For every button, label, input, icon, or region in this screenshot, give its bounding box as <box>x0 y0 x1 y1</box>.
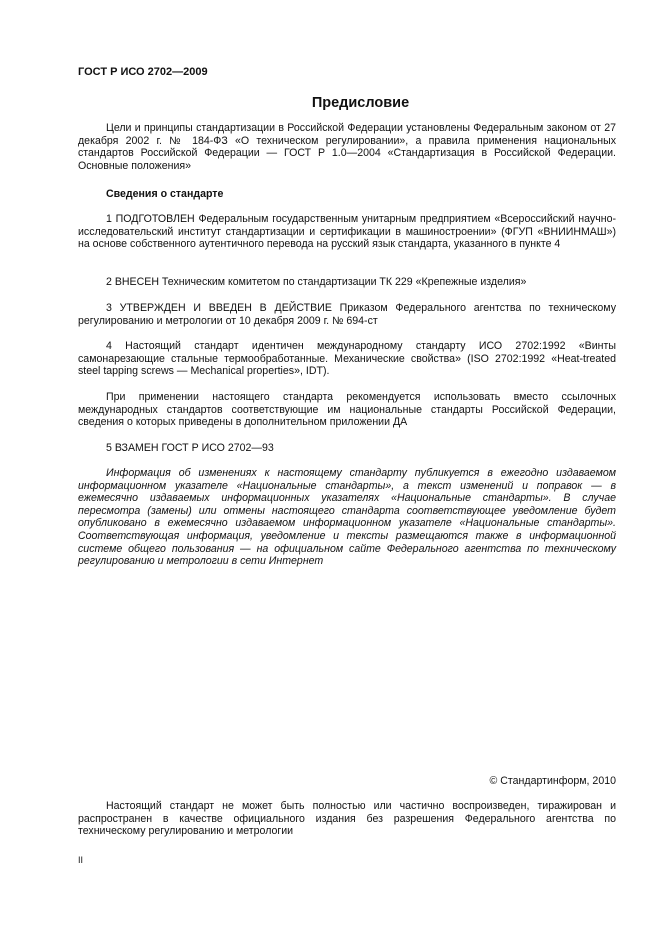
page-title: Предисловие <box>311 95 410 111</box>
item-5-paragraph: 5 ВЗАМЕН ГОСТ Р ИСО 2702—93 <box>106 442 274 454</box>
item-2-paragraph: 2 ВНЕСЕН Техническим комитетом по стандартизации ТК 229 «Крепежные изделия» <box>106 276 527 288</box>
document-id-header: ГОСТ Р ИСО 2702—2009 <box>78 66 208 78</box>
item-4-note-paragraph: При применении настоящего стандарта рекомендуется использовать вместо ссылочных международных стандартов соответствующие им национальные стандарты Российской Федерации, сведения о которых приведены в дополнительном приложении ДА <box>78 391 616 429</box>
notice-paragraph: Информация об изменениях к настоящему стандарту публикуется в ежегодно издаваемом информационном указателе «Национальные стандарты», а текст изменений и поправок — в ежемесячно издаваемых информационных указателях «Национальные стандарты». В случае пересмотра (замены) или отмены настоящего стандарта соответствующее уведомление будет опубликовано в ежемесячно издаваемом информационном указателе «Национальные стандарты». Соответствующая информация, уведомление и тексты размещаются также в информационной системе общего пользования — на официальном сайте Федерального агентства по техническому регулированию и метрологии в сети Интернет <box>78 467 616 568</box>
copyright-line: © Стандартинформ, 2010 <box>489 775 616 787</box>
page-number: II <box>78 855 84 865</box>
item-4-paragraph: 4 Настоящий стандарт идентичен международному стандарту ИСО 2702:1992 «Винты самонарезающие стальные термообработанные. Механические свойства» (ISO 2702:1992 «Heat-treated steel tapping screws — Mechanical properties», IDT). <box>78 340 616 378</box>
intro-paragraph: Цели и принципы стандартизации в Российской Федерации установлены Федеральным законом от 27 декабря 2002 г. № 184-ФЗ «О техническом регулировании», а правила применения национальных стандартов Российской Федерации — ГОСТ Р 1.0—2004 «Стандартизация в Российской Федерации. Основные положения» <box>78 122 616 172</box>
item-3-paragraph: 3 УТВЕРЖДЕН И ВВЕДЕН В ДЕЙСТВИЕ Приказом Федерального агентства по техническому регулированию и метрологии от 10 декабря 2009 г. № 694-ст <box>78 302 616 327</box>
item-1-paragraph: 1 ПОДГОТОВЛЕН Федеральным государственным унитарным предприятием «Всероссийский научно-исследовательский институт стандартизации и сертификации в машиностроении» (ФГУП «ВНИИНМАШ») на основе собственного аутентичного перевода на русский язык стандарта, указанного в пункте 4 <box>78 213 616 251</box>
section-heading: Сведения о стандарте <box>106 188 224 200</box>
rights-paragraph: Настоящий стандарт не может быть полностью или частично воспроизведен, тиражирован и распространен в качестве официального издания без разрешения Федерального агентства по техническому регулированию и метрологии <box>78 800 616 838</box>
